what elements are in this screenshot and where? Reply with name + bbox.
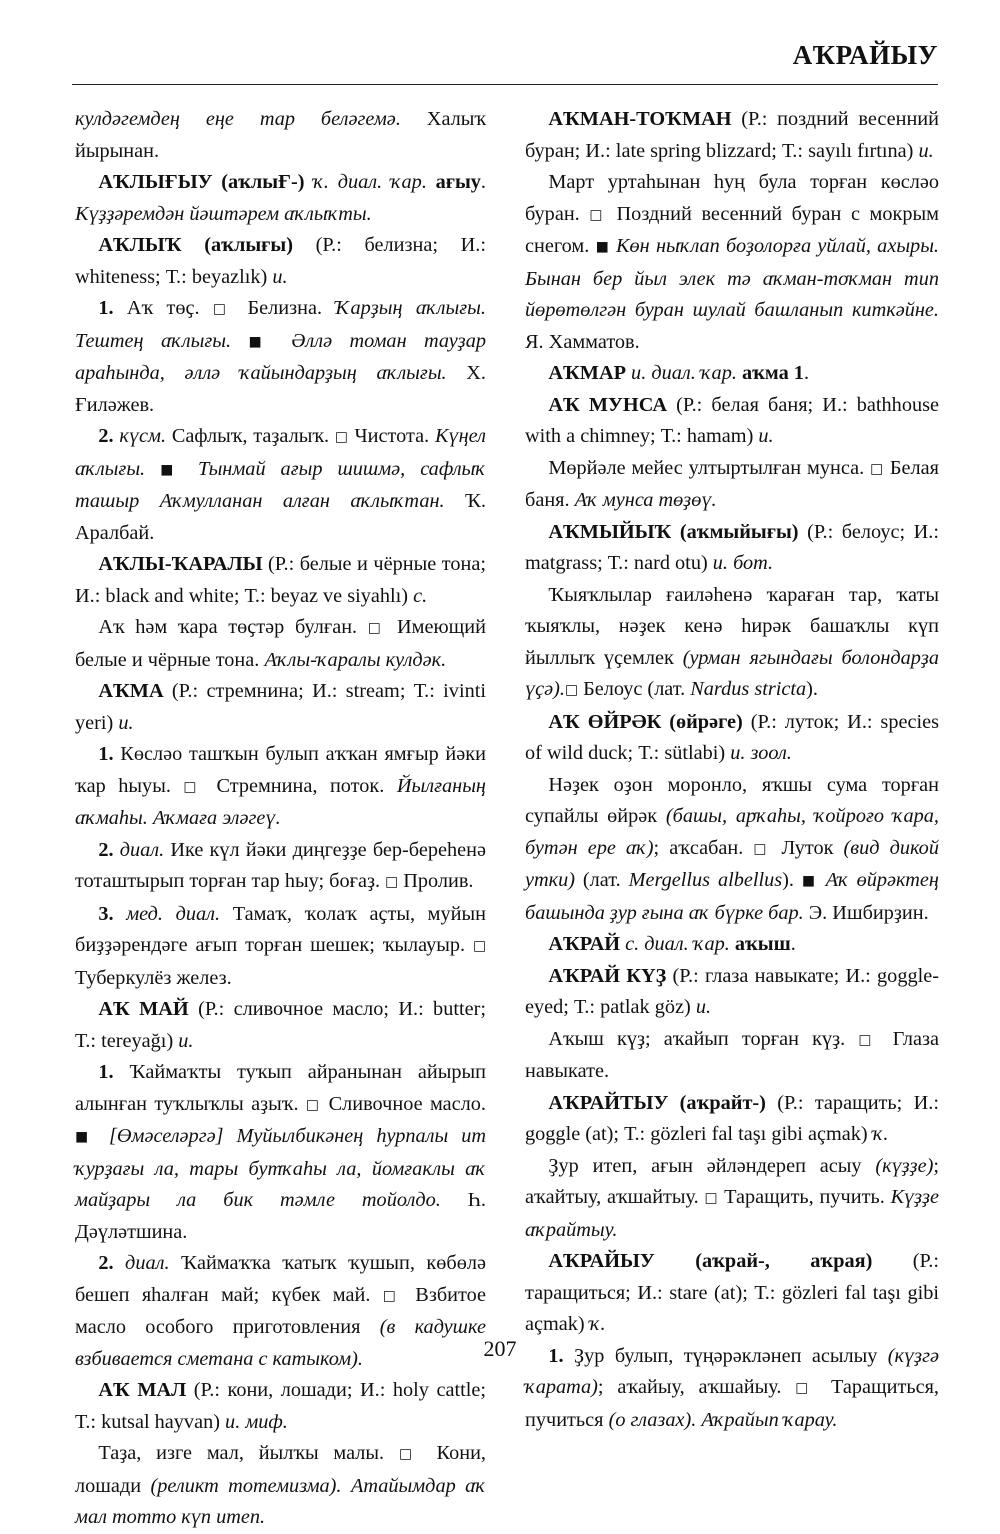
entry-paragraph [525,1088,939,1151]
grammar-form: (аҡмыйығы) [671,520,808,543]
entry-text: (Р.: белоус; И.: matgrass; Т.: nard otu) [525,520,939,574]
headword: АҠРАЙ КҮҘ [548,964,667,987]
entry-text: ; аҡайыу, аҡшайыу. [597,1376,796,1398]
italic-text: с. диал. ҡар. [620,933,730,955]
grammar-form: ағыу [435,171,481,193]
italic-text: Nardus stricta [690,678,807,700]
italic-text: диал. [113,1252,170,1274]
headword: АҠ ӨЙРӘК [548,710,662,733]
entry-text: Кони, лошади [75,1442,486,1497]
sense-number: 1. [98,297,114,319]
headword: АҠЛЫҠ [98,234,182,256]
italic-text: Аҡ өйрәктең башында ҙур ғына аҡ бүрке бар. [525,869,939,924]
entry-paragraph [75,421,486,549]
open-square-marker: □ [472,938,486,954]
open-square-marker: □ [367,620,387,636]
entry-text: Мөрйәле мейес ултыртылған мунса. [548,456,871,479]
entry-paragraph [525,707,939,770]
entry-text: Сливочное масло. [321,1092,486,1115]
open-square-marker: □ [795,1380,818,1396]
entry-text: Таращиться, пучиться [525,1376,939,1431]
entry-text: Чистота. [348,425,435,447]
entry-text: Стремнина, поток. [203,774,397,797]
entry-paragraph [75,293,486,421]
italic-text: Аҡ мунса төҙөү. [574,489,717,511]
entry-text: (лат. [575,869,629,891]
italic-text: Әллә томан тауҙар араһында, әллә ҡайындарҙың аҡлығы. [75,329,486,384]
entry-text: (Р.: таращиться; И.: stare (at); Т.: gözleri fal taşı gibi açmak) [525,1250,939,1335]
italic-text: ҡ. диал. ҡар. [313,171,436,193]
italic-text: (күҙгә ҡарата) [525,1344,939,1398]
entry-text: Таҙа, изге мал, йылҡы малы. [98,1442,399,1464]
entry-text: Ҡаймаҡты туҡып айранынан айырып алынған туҡлыҡлы аҙыҡ. [75,1061,486,1115]
open-square-marker: □ [305,1096,322,1113]
headword: АҠРАЙТЫУ [548,1091,669,1114]
italic-text: [Өмәселәргә] Муйылбикәнең һурпалы ит ҡурҙағы ла, тары бутҡаһы ла, йомғаклы аҡ майҙары ла бик тәмле тойолдо. [75,1125,486,1211]
entry-text: (Р.: сливочное масло; И.: butter; Т.: tereyağı) [75,998,487,1052]
entry-text: (Р.: луток; И.: species of wild duck; Т.: sütlabi) [525,710,939,764]
italic-text: күсм. [113,425,167,447]
headword: АҠ МУНСА [548,393,667,416]
italic-text: и. [695,996,712,1018]
italic-text: Күҙҙе аҡрайтыу. [525,1186,939,1241]
italic-text: (реликт тотемизма). Атайымдар аҡ мал тотто күп итеп. [75,1474,487,1528]
grammar-form: (өйрәге) [661,710,751,733]
open-square-marker: □ [398,1446,422,1462]
open-square-marker: □ [382,1287,403,1304]
entry-paragraph [525,358,939,390]
headword: АҠМА [98,680,164,702]
entry-text: Март уртаһынан һуң була торған көсләо буран. [525,171,939,225]
entry-text: Ҙур итеп, ағын әйләндереп асыу [548,1154,876,1177]
entry-text: ; аҡайтыу, аҡшайтыу. [525,1154,939,1208]
grammar-form: (аҡлығы) [181,234,316,256]
entry-text: (Р.: белая баня; И.: bathhouse with a chimney; Т.: hamam) [525,393,939,447]
open-square-marker: □ [753,840,772,857]
entry-text: Ҙур булып, түңәрәкләнеп асылыу [563,1344,888,1367]
entry-paragraph [525,517,939,580]
italic-text: Аҡлы-ҡаралы кулдәк. [264,648,447,671]
entry-text: (Р.: кони, лошади; И.: holy cattle; Т.: kutsal hayvan) [75,1379,486,1433]
entry-paragraph [75,739,486,835]
italic-text: мед. диал. [113,902,221,925]
entry-text: Глаза навыкате. [525,1027,939,1082]
filled-square-marker: ■ [801,873,818,889]
italic-text: (вид дикой утки) [525,836,939,891]
italic-text: с. [413,584,428,607]
entry-text: Ике күл йәки диңгеҙҙе бер-береһенә тоташтырып торған тар һыу; боғаҙ. [75,838,486,892]
entry-paragraph [75,899,486,995]
grammar-form: (аҡрай-, аҡрая) [654,1250,913,1272]
entry-paragraph [75,104,486,167]
entry-text: Халыҡ йырынан. [75,108,486,162]
headword: АҠРАЙ [548,933,621,955]
italic-text: диал. [113,838,165,861]
entry-text: . [480,171,486,193]
entry-paragraph [75,676,486,739]
open-square-marker: □ [589,206,607,223]
headword: АҠЛЫҒЫУ [98,171,213,193]
entry-paragraph [525,453,939,517]
page-number: 207 [483,1336,517,1361]
entry-text: Туберкулёз желез. [75,966,232,989]
entry-text: Ҡ. Аралбай. [75,490,486,544]
entry-text: Взбитое масло особого приготовления [75,1283,486,1338]
entry-text: Луток [771,836,844,859]
entry-text: (Р.: поздний весенний буран; И.: late spring blizzard; Т.: sayılı fırtına) [525,108,939,162]
header-rule [72,84,938,85]
filled-square-marker: ■ [595,239,610,255]
entry-text: Белая баня. [525,456,939,511]
open-square-marker: □ [858,1031,880,1048]
grammar-form: (аҡлыҒ-) [212,171,314,193]
headword: АҠЛЫ-ҠАРАЛЫ [98,553,263,575]
entry-text: Х. Ғиләжев. [75,362,486,416]
filled-square-marker: ■ [75,1129,96,1145]
italic-text: (башы, арҡаһы, ҡойроғо ҡара, бутән ере аҡ) [525,805,940,859]
entry-text: ). [806,678,818,700]
entry-paragraph [525,929,939,961]
italic-text: (о глазах). Аҡрайып ҡарау. [608,1408,838,1431]
italic-text: и. [272,265,288,288]
open-square-marker: □ [704,1190,719,1206]
entry-text: Э. Ишбирҙин. [803,901,929,924]
entry-text: Сафлыҡ, таҙалыҡ. [166,425,335,447]
sense-number: 1. [98,743,114,765]
headword: АҠ МАЙ [98,998,189,1020]
entry-paragraph [525,390,939,453]
italic-text: Тынмай ағыр шишмә, сафлыҡ ташыр Аҡмулланан алған аҡлыҡтан. [75,457,486,512]
open-square-marker: □ [385,874,399,890]
entry-text: . [803,362,810,384]
italic-text: ҡ. [589,1313,606,1335]
entry-paragraph [75,994,486,1057]
entry-text: Белизна. [234,297,336,319]
entry-paragraph [525,104,939,167]
entry-text: Аҡ төҫ. [113,297,213,319]
sense-number: 1. [98,1061,114,1083]
italic-text: Күңел аҡлығы. [75,425,486,480]
italic-text: кулдәгемдең еңе тар беләгемә. [75,108,401,130]
entry-paragraph [75,230,486,293]
headword: АҠ МАЛ [98,1379,187,1401]
italic-text: Күҙҙәремдән йәштәрем аҡлыҡты. [75,202,372,225]
entry-paragraph [525,1024,939,1088]
sense-number: 2. [98,838,114,861]
entry-text: . [790,933,796,955]
entry-text: Аҡыш күҙ; аҡайып торған күҙ. [548,1027,859,1050]
grammar-form: аҡма 1 [736,362,804,384]
filled-square-marker: ■ [160,461,184,478]
entry-text: (Р.: белые и чёрные тона; И.: black and white; Т.: beyaz ve siyahlı) [75,553,486,607]
sense-number: 2. [98,425,114,447]
entry-text: Көсләо ташҡын булып аҡҡан ямғыр йәки ҡар һыуы. [75,743,486,797]
italic-text: Көн ныҡлап боҙолорға уйлай, ахыры. Бынан бер йыл элек тә аҡман-тоҡман тип йөрөтөлгән буран шулай башланып киткәйне. [525,235,939,321]
entry-paragraph [75,612,486,676]
entry-text: Белоус (лат. [578,678,691,700]
entry-text: Нәҙек оҙон моронло, яҡшы сума торған супайлы өйрәк [525,773,939,827]
headword: АҠРАЙЫУ [548,1250,655,1272]
italic-text: и. диал. ҡар. [625,362,737,384]
italic-text: Ҡарҙың аҡлығы. Тештең аҡлығы. [75,297,486,352]
filled-square-marker: ■ [248,333,274,350]
entry-paragraph [525,580,939,707]
entry-text: (Р.: таращить; И.: goggle (at); Т.: gözleri fal taşı gibi açmak) [525,1091,939,1145]
italic-text: и. [758,425,774,447]
italic-text: и. миф. [225,1410,288,1433]
italic-text: Йылғаның аҡмаһы. Аҡмаға эләгеү. [75,774,486,829]
entry-paragraph [75,167,486,230]
open-square-marker: □ [212,301,235,317]
entry-text: Поздний весенний буран с мокрым снегом. [525,202,939,257]
grammar-form: аҡыш [729,933,791,955]
entry-text: (Р.: глаза навыкате; И.: goggle-eyed; Т.: patlak göz) [525,964,939,1018]
entry-paragraph [75,549,486,612]
entry-text: Аҡ һәм ҡара төҫтәр булған. [98,616,368,638]
open-square-marker: □ [564,682,579,698]
entry-text: (Р.: белизна; И.: whiteness; Т.: beyazlık) [75,234,486,288]
headword: АҠМАН-ТОҠМАН [548,108,732,130]
sense-number: 2. [98,1252,114,1274]
entry-paragraph [75,1438,486,1534]
entry-text: Тамаҡ, ҡолаҡ аҫты, муйын биҙҙәрендәге ағып торған шешек; ҡылауыр. [75,902,486,956]
entry-paragraph [75,835,486,899]
open-square-marker: □ [870,460,884,477]
sense-number: 3. [98,902,114,925]
italic-text: и. [118,711,134,734]
open-square-marker: □ [183,778,204,795]
entry-text: Пролив. [398,870,474,892]
entry-text: Һ. Дәүләтшина. [75,1189,486,1243]
entry-text: Имеющий белые и чёрные тона. [75,616,486,671]
entry-paragraph [525,961,939,1024]
entry-text: (Р.: стремнина; И.: stream; Т.: ivinti yeri) [75,680,486,734]
italic-text: и. бот. [712,552,774,574]
italic-text: и. [918,139,934,162]
entry-paragraph [75,1057,486,1248]
sense-number: 1. [548,1344,564,1367]
entry-paragraph [525,1246,939,1341]
entry-text: Я. Хамматов. [525,330,640,353]
right-column [525,104,939,1436]
entry-paragraph [525,770,939,930]
italic-text: (күҙҙе) [875,1154,934,1177]
entry-text: Таращить, пучить. [718,1186,891,1208]
grammar-form: (аҡрайт-) [668,1091,778,1114]
entry-text: Ҡыяҡлылар ғаиләһенә ҡараған тар, ҡаты ҡыяҡлы, нәҙек кенә һирәк башаҡлы күп йыллыҡ үҫемлек [525,583,939,669]
italic-text: и. [178,1029,194,1052]
entry-paragraph [525,1151,939,1247]
italic-text: (урман ягындағы болондарҙа үҫә). [525,646,939,700]
entry-text: Ҡаймаҡҡа ҡатыҡ ҡушып, көбөлә бешеп яһалған май; күбек май. [75,1252,486,1306]
italic-text: Mergellus albellus [628,869,783,891]
entry-paragraph [525,167,939,358]
italic-text: ҡ. [872,1123,889,1145]
entry-text: ; аҡсабан. [653,836,754,859]
headword: АҠМЫЙЫҠ [548,520,672,543]
entry-paragraph [75,1375,486,1438]
open-square-marker: □ [334,429,349,445]
headword: АҠМАР [548,362,626,384]
left-column [75,104,486,1534]
running-head: АҠРАЙЫУ [792,40,938,70]
italic-text: (в кадушке взбивается сметана с катыком). [75,1316,486,1370]
italic-text: и. зоол. [730,742,792,764]
entry-text: ). [782,869,802,891]
